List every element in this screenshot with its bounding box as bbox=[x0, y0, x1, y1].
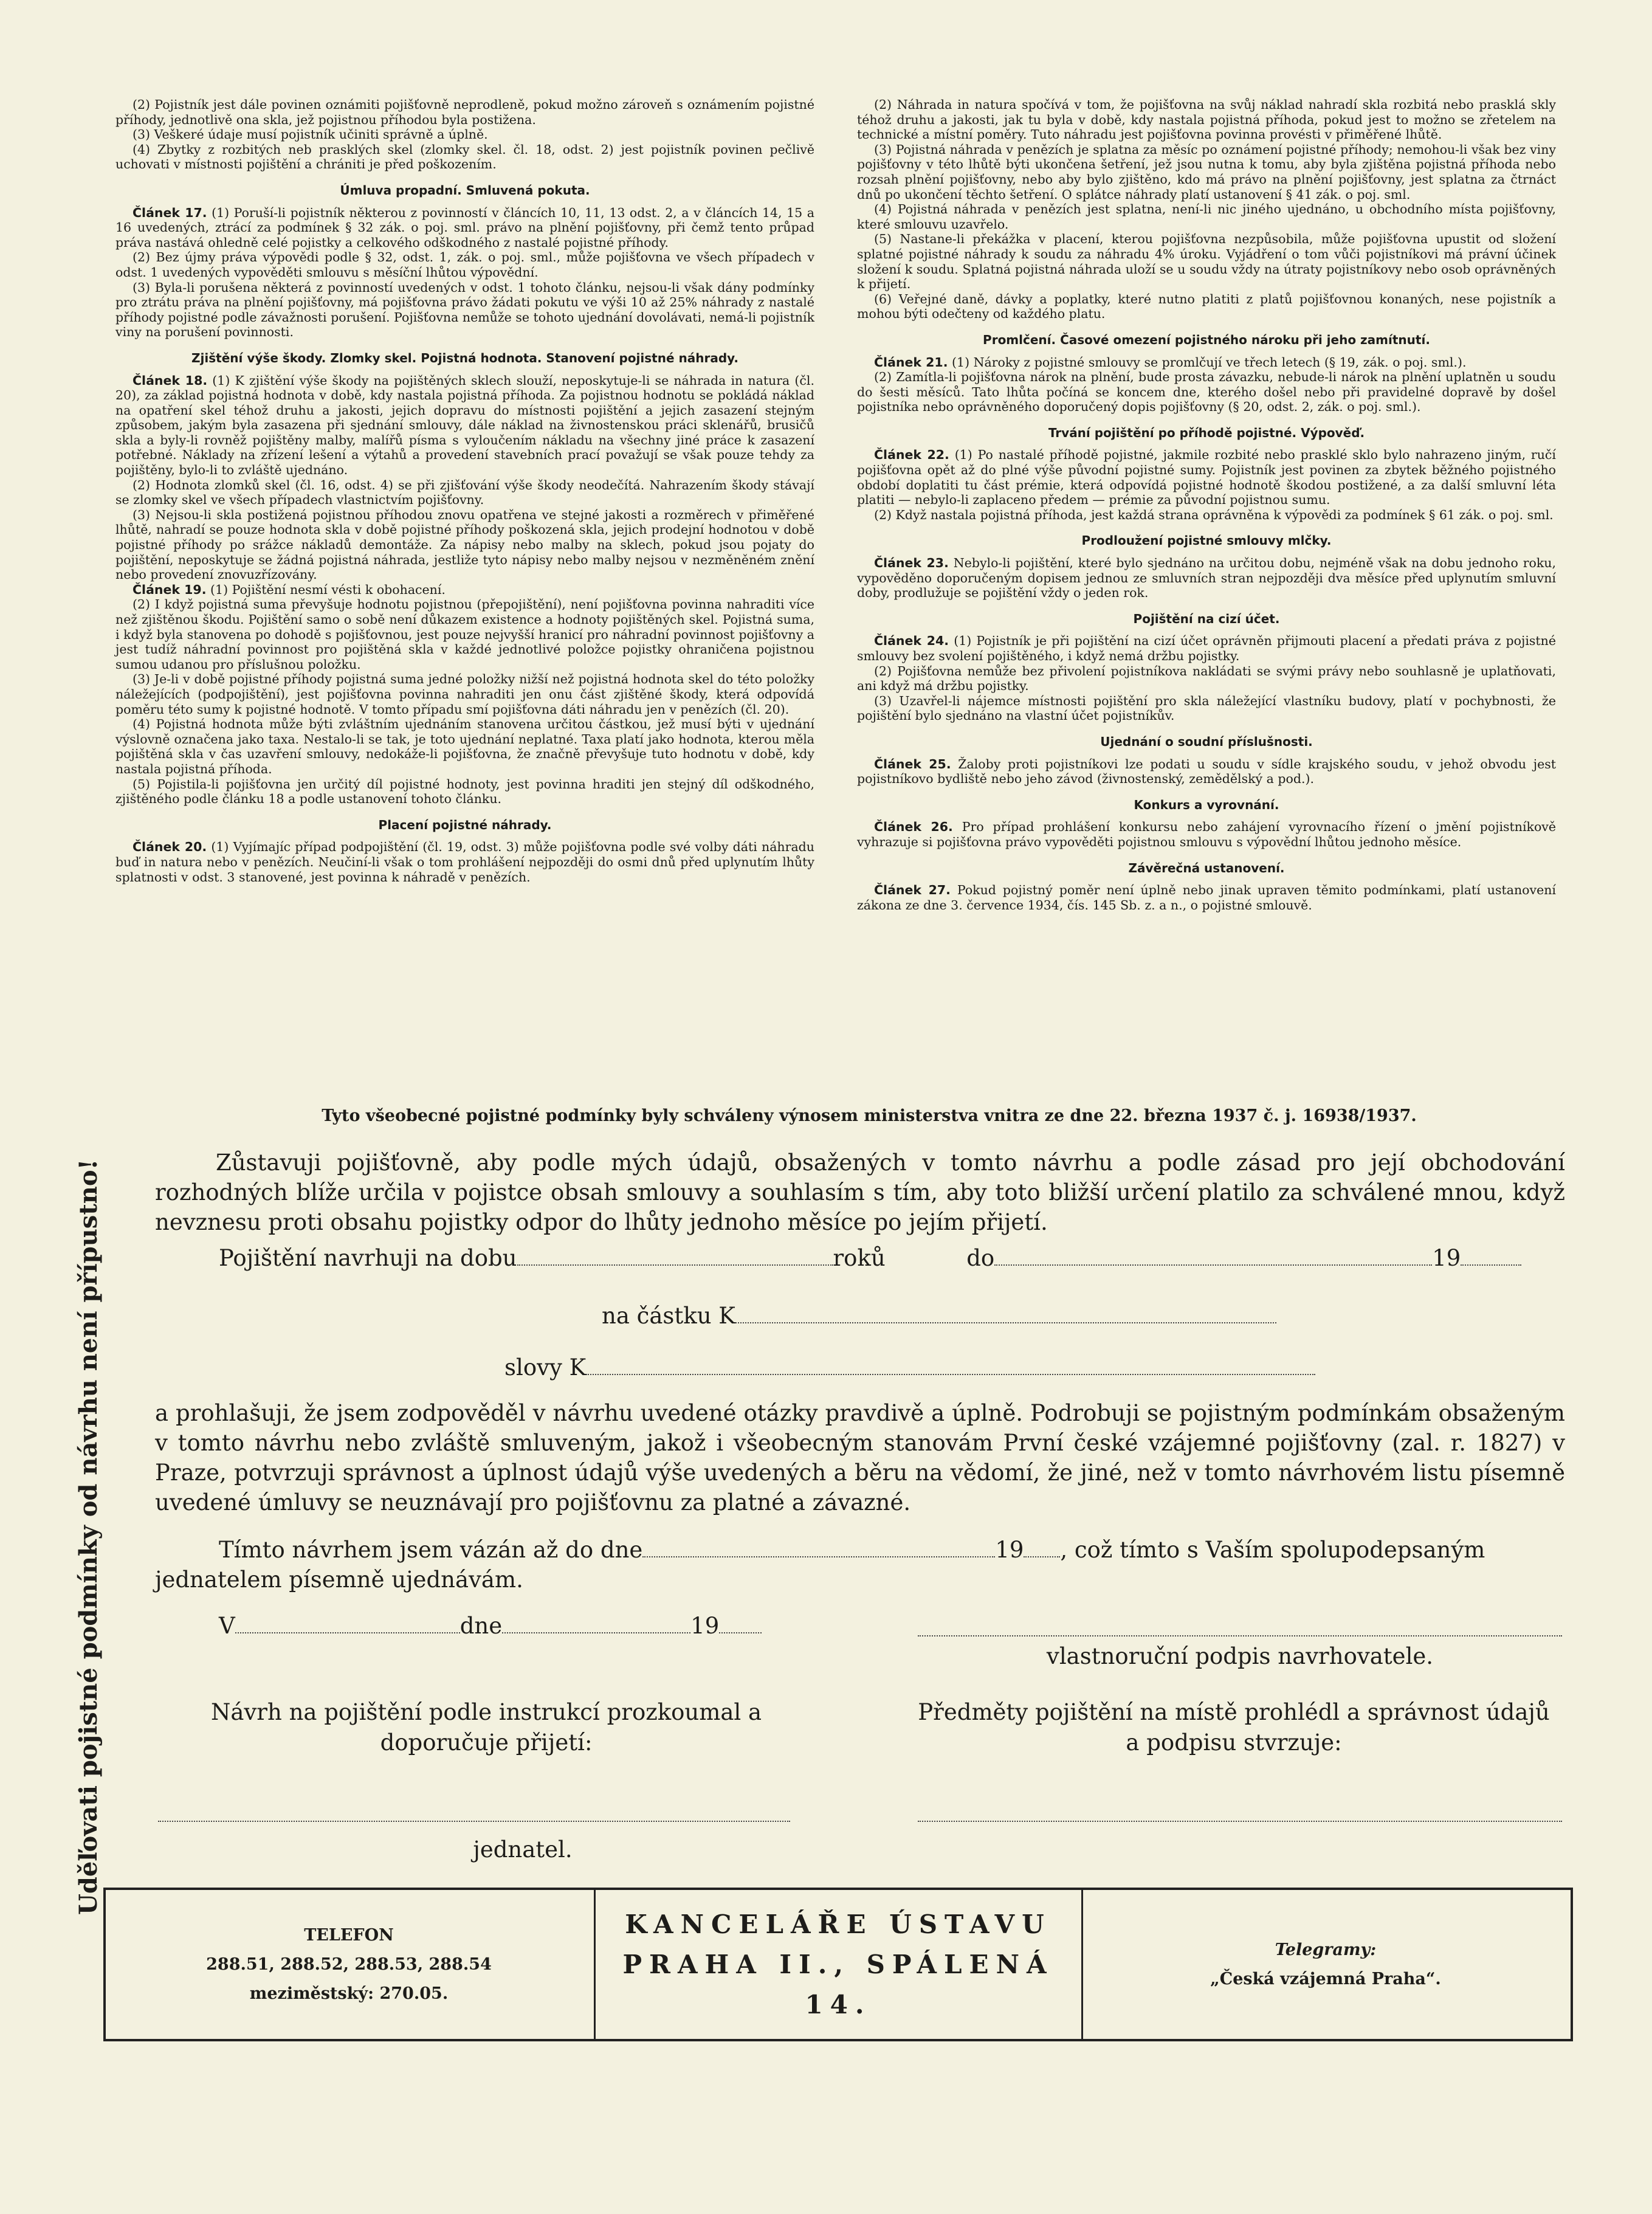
article-number: Článek 26. bbox=[874, 819, 953, 835]
article-number: Článek 21. bbox=[874, 354, 948, 370]
article-paragraph bbox=[115, 205, 814, 250]
article-paragraph bbox=[115, 582, 814, 598]
section-heading: Závěrečná ustanovení. bbox=[1128, 860, 1285, 875]
paragraph-text: (3) Pojistná náhrada v penězích je splatna za měsíc po oznámení pojistné příhody; nemohou-li však bez viny pojišťovny v této lhůtě býti ukončena šetření, jež jsou nutna k tomu, aby byla zjištěna pojistná příhoda nebo rozsah plnění pojišťovny, nebo aby bylo zjištěno, kdo má právo na plnění pojišťovny, jest splatna za čtrnáct dnů po ukončení těchto šetření. O splátce náhrady platí ustanovení § 41 zák. o poj. sml. bbox=[857, 142, 1556, 202]
paragraph bbox=[115, 250, 814, 280]
paragraph bbox=[857, 370, 1556, 415]
footer-phone bbox=[106, 1890, 592, 2039]
amount-label: na částku K bbox=[602, 1303, 735, 1329]
conditions-left-column bbox=[115, 97, 814, 885]
paragraph bbox=[115, 127, 814, 142]
section-heading: Konkurs a vyrovnání. bbox=[1134, 797, 1279, 812]
place-label: V bbox=[219, 1613, 235, 1639]
paragraph-text: (3) Byla-li porušena některá z povinností uvedených v odst. 1 tohoto článku, nejsou-li však dány podmínky pro ztrátu práva na plnění pojišťovny, má pojišťovna právo žádati pokutu ve výši 10 až 25% náhrady z nastalé příhody pojistné podle závažnosti porušení. Pojišťovna nemůže se tohoto ujednání dovolávati, nemá-li pojistník viny na porušení povinnosti. bbox=[115, 280, 814, 340]
paragraph-text: (5) Pojistila-li pojišťovna jen určitý díl pojistné hodnoty, jest povinna hraditi jen stejný díl odškodného, zjištěného podle článku 18 a podle ustanovení tohoto článku. bbox=[115, 776, 814, 807]
article-paragraph bbox=[115, 373, 814, 478]
paragraph-text: (2) I když pojistná suma převyšuje hodnotu pojistnou (přepojištění), není pojišťovna povinna nahraditi více než zjištěnou škodu. Pojištění samo o sobě není důkazem existence a hodnoty pojištěných skel. Pojistná suma, i když byla stanovena po dohodě s pojišťovnou, jest pouze nejvyšší hranicí pro náhradní povinnost pojišťovny a jest tudíž náhradní povinnost pro pojištěná skla v každé jednotlivé položce pojistky ohraničena pojistnou sumou udanou pro příslušnou položku. bbox=[115, 597, 814, 672]
paragraph bbox=[115, 142, 814, 172]
paragraph bbox=[857, 202, 1556, 232]
section-heading: Trvání pojištění po příhodě pojistné. Výpověď. bbox=[1048, 425, 1365, 440]
amount-line bbox=[602, 1301, 1652, 1331]
article-paragraph bbox=[857, 757, 1556, 787]
article-paragraph bbox=[115, 840, 814, 885]
paragraph-text: (4) Pojistná hodnota může býti zvláštním ujednáním stanovena určitou částkou, jež musí býti v ujednání výslovně označena jako taxa. Nestalo-li se tak, je toto ujednání neplatné. Taxa platí jako hodnota, kterou měla pojištěná skla v čas uzavření smlouvy, nedokáže-li pojišťovna, že značně převyšuje tuto hodnotu v době, kdy nastala pojistná příhoda. bbox=[115, 717, 814, 776]
paragraph bbox=[115, 672, 814, 717]
paragraph-text: (1) Vyjímajíc případ podpojištění (čl. 19, odst. 3) může pojišťovna podle své volby dáti náhradu buď in natura nebo v penězích. Neučiní-li však o tom prohlášení nejpozději do osmi dnů před uplynutím lhůty splatnosti v odst. 3 stanovené, jest povinna k náhradě v penězích. bbox=[115, 840, 814, 885]
paragraph-text: (2) Náhrada in natura spočívá v tom, že pojišťovna na svůj náklad nahradí skla rozbitá nebo prasklá skly téhož druhu a jakosti, jak tu byla v době, kdy nastala pojistná příhoda, pokud jest to možno se zřetelem na technické a místní poměry. Tuto náhradu jest pojišťovna povinna provésti v přiměřené lhůtě. bbox=[857, 97, 1556, 142]
paragraph-text: (1) Pojištění nesmí vésti k obohacení. bbox=[210, 582, 446, 597]
section-heading: Placení pojistné náhrady. bbox=[378, 817, 552, 832]
article-paragraph bbox=[857, 355, 1556, 370]
paragraph-text: (2) Pojistník jest dále povinen oznámiti pojišťovně neprodleně, pokud možno zároveň s oznámením pojistné příhody, jednotlivě ona skla, jež pojistnou příhodou byla postižena. bbox=[115, 97, 814, 127]
place-field[interactable] bbox=[235, 1614, 460, 1633]
paragraph-text: (1) Nároky z pojistné smlouvy se promlčují ve třech letech (§ 19, zák. o poj. sml.). bbox=[952, 354, 1467, 370]
section-heading: Ujednání o soudní příslušnosti. bbox=[1100, 734, 1313, 749]
until-label: do bbox=[966, 1245, 995, 1271]
phone-intercity: meziměstský: 270.05. bbox=[249, 1984, 449, 2003]
section-heading: Zjištění výše škody. Zlomky skel. Pojistná hodnota. Stanovení pojistné náhrady. bbox=[191, 350, 738, 365]
bound-suffix: , což tímto s Vaším spolupodepsaným bbox=[1060, 1537, 1485, 1563]
conditions-right-column bbox=[857, 97, 1556, 912]
paragraph-text: Nebylo-li pojištění, které bylo sjednáno na určitou dobu, nejméně však na dobu jednoho roku, vypověděno doporučeným dopisem jednou ze smluvních stran nejpozději dva měsíce před uplynutím smluvní doby, prodlužuje se pojištění vždy o jeden rok. bbox=[857, 556, 1556, 601]
office-line1: KANCELÁŘE ÚSTAVU bbox=[625, 1909, 1051, 1939]
article-paragraph bbox=[857, 819, 1556, 849]
words-label: slovy K bbox=[504, 1354, 587, 1381]
proposal-line bbox=[219, 1243, 1629, 1273]
paragraph bbox=[115, 97, 814, 127]
amount-words-field[interactable] bbox=[586, 1356, 1315, 1375]
inspector-signature-field[interactable] bbox=[918, 1802, 1562, 1822]
paragraph-text: (5) Nastane-li překážka v placení, kterou pojišťovna nezpůsobila, může pojišťovna upustit od složení splatné pojistné náhrady k soudu za náhradu 4% úroku. Vyjádření o tom vůči pojistníkovi má právní účinek složení k soudu. Splatná pojistná náhrada uloží se u soudu vždy na útraty pojistníkovy nebo osob oprávněných k přijetí. bbox=[857, 232, 1556, 292]
office-line2: PRAHA II., SPÁLENÁ 14. bbox=[622, 1949, 1054, 2019]
paragraph-text: (2) Zamítla-li pojišťovna nárok na plnění, bude prosta závazku, nebude-li nárok na plnění uplatněn u soudu do šesti měsíců. Tato lhůta počíná se koncem dne, kterého došel nebo při pravidelné dopravě by došel pojistníka nebo oprávněného doporučený dopis pojišťovny (§ 20, odst. 2, zák. o poj. sml.). bbox=[857, 370, 1556, 415]
footer-telegram bbox=[1083, 1890, 1568, 2039]
paragraph-text: (2) Bez újmy práva výpovědi podle § 32, odst. 1, zák. o poj. sml., může pojišťovna ve všech případech v odst. 1 uvedených vypověděti smlouvu s měsíční lhůtou výpovědní. bbox=[115, 250, 814, 280]
duration-field[interactable] bbox=[517, 1246, 833, 1266]
paragraph-text: (1) Pojistník je při pojištění na cizí účet oprávněn přijmouti placení a předati práva z pojistné smlouvy bez svolení pojištěného, i když nemá držbu pojistky. bbox=[857, 633, 1556, 663]
article-number: Článek 24. bbox=[874, 633, 949, 649]
paragraph bbox=[857, 694, 1556, 723]
paragraph bbox=[857, 508, 1556, 523]
paragraph bbox=[115, 717, 814, 776]
article-paragraph bbox=[857, 447, 1556, 507]
bound-date-field[interactable] bbox=[642, 1538, 995, 1557]
amount-field[interactable] bbox=[735, 1304, 1276, 1323]
date-century: 19 bbox=[690, 1613, 720, 1639]
until-century: 19 bbox=[1432, 1245, 1461, 1271]
place-date-line bbox=[219, 1611, 827, 1641]
footer-office bbox=[596, 1890, 1081, 2039]
form-intro bbox=[155, 1148, 1565, 1237]
bound-line2: jednatelem písemně ujednávám. bbox=[155, 1567, 523, 1593]
paragraph-text: (2) Když nastala pojistná příhoda, jest každá strana oprávněna k výpovědi za podmínek § 61 zák. o poj. sml. bbox=[874, 507, 1554, 522]
telegram-address: „Česká vzájemná Praha“. bbox=[1210, 1969, 1441, 1988]
bound-year-field[interactable] bbox=[1024, 1538, 1060, 1557]
paragraph bbox=[857, 664, 1556, 694]
date-year-field[interactable] bbox=[719, 1614, 762, 1633]
bound-label: Tímto návrhem jsem vázán až do dne bbox=[219, 1537, 643, 1563]
bound-century: 19 bbox=[995, 1537, 1024, 1563]
side-warning: Uděľovati pojistné podmínky od návrhu není přípustno! bbox=[74, 1159, 103, 1915]
paragraph bbox=[115, 777, 814, 807]
applicant-signature-field[interactable] bbox=[918, 1617, 1562, 1636]
paragraph-text: Pokud pojistný poměr není úplně nebo jinak upraven těmito podmínkami, platí ustanovení zákona ze dne 3. července 1934, čís. 145 Sb. z. a n., o pojistné smlouvě. bbox=[857, 883, 1556, 912]
agent-label: jednatel. bbox=[473, 1836, 573, 1863]
proposal-label: Pojištění navrhuji na dobu bbox=[219, 1245, 517, 1271]
paragraph bbox=[115, 597, 814, 672]
signature-label: vlastnoruční podpis navrhovatele. bbox=[1046, 1643, 1434, 1669]
paragraph bbox=[857, 97, 1556, 142]
article-number: Článek 22. bbox=[874, 447, 949, 463]
paragraph bbox=[115, 280, 814, 340]
paragraph-text: (2) Hodnota zlomků skel (čl. 16, odst. 4) se při zjišťování výše škody neodečítá. Nahrazením škody stávají se zlomky skel ve všech případech vlastnictvím pojišťovny. bbox=[115, 477, 814, 508]
telegram-title: Telegramy: bbox=[1275, 1940, 1377, 1959]
phone-title: TELEFON bbox=[304, 1925, 394, 1945]
paragraph bbox=[857, 232, 1556, 291]
article-number: Článek 19. bbox=[133, 582, 207, 597]
article-number: Článek 18. bbox=[133, 373, 208, 388]
section-heading: Úmluva propadní. Smluvená pokuta. bbox=[340, 182, 590, 198]
date-field[interactable] bbox=[502, 1614, 690, 1633]
inspector-confirmation: Předměty pojištění na místě prohlédl a správnost údajů a podpisu stvrzuje: bbox=[918, 1699, 1550, 1756]
article-paragraph bbox=[857, 556, 1556, 601]
article-number: Článek 27. bbox=[874, 883, 951, 898]
footer-box bbox=[103, 1888, 1573, 2041]
paragraph-text: (4) Zbytky z rozbitých neb prasklých skel (zlomky skel. čl. 18, odst. 2) jest pojistník povinen pečlivě uchovati v místnosti pojištění a chrániti je před poškozením. bbox=[115, 142, 814, 172]
words-line bbox=[504, 1353, 1652, 1382]
paragraph-text: (1) K zjištění výše škody na pojištěných sklech slouží, neposkytuje-li se náhrada in natura (čl. 20), za základ pojistná hodnota v době, kdy nastala pojistná příhoda. Za pojistnou hodnotu se pokládá náklad na opatření skel téhož druhu a jakosti, jejich dopravu do místnosti pojištění a jejich zasazení stejným způsobem, jakým byla zasazena při sjednání smlouvy, dále náklad na živnostenskou práci sklenářů, brusičů skla a byly-li rovněž pojištěny malby, malířů písma s vyloučením nákladu na všechny jiné práce k zasazení potřebné. Náklady na zřízení lešení a výtahů a provedení stavebních prací považují se však pouze tehdy za pojištěny, bylo-li to zvláště ujednáno. bbox=[115, 373, 814, 478]
paragraph-text: (2) Pojišťovna nemůže bez přivolení pojistníkova nakládati se svými právy nebo souhlasně je uplatňovati, ani když má držbu pojistky. bbox=[857, 663, 1556, 694]
approval-note: Tyto všeobecné pojistné podmínky byly schváleny výnosem ministerstva vnitra ze dne 22. března 1937 č. j. 16938/1937. bbox=[322, 1106, 1417, 1125]
paragraph-text: (6) Veřejné daně, dávky a poplatky, které nutno platiti z platů pojišťovnou konaných, nese pojistník a mohou býti odečteny od každého platu. bbox=[857, 291, 1556, 322]
article-paragraph bbox=[857, 633, 1556, 663]
paragraph-text: (3) Veškeré údaje musí pojistník učiniti správně a úplně. bbox=[133, 127, 488, 142]
years-label: roků bbox=[833, 1245, 886, 1271]
paragraph-text: (1) Poruší-li pojistník některou z povinností v článcích 10, 11, 13 odst. 2, a v článcích 14, 15 a 16 uvedených, ztrácí za podmínek § 32 zák. o poj. sml. právo na plnění pojišťovny, při čemž tento průpad práva nastává ohledně celé pojistky a celkového odškodného z nastalé pojistné příhody. bbox=[115, 205, 814, 250]
agent-signature-field[interactable] bbox=[158, 1802, 790, 1822]
article-paragraph bbox=[857, 883, 1556, 912]
section-heading: Pojištění na cizí účet. bbox=[1133, 611, 1280, 626]
bound-line bbox=[155, 1535, 1565, 1595]
paragraph bbox=[115, 508, 814, 582]
article-number: Článek 17. bbox=[133, 205, 207, 220]
paragraph-text: (4) Pojistná náhrada v penězích jest splatna, není-li nic jiného ujednáno, u obchodního místa pojišťovny, které smlouvu uzavřelo. bbox=[857, 202, 1556, 232]
paragraph-text: Pro případ prohlášení konkursu nebo zahájení vyrovnacího řízení o jmění pojistníkově vyhrazuje si pojišťovna právo vypověděti pojistnou smlouvu s výpovědní lhůtou jednoho měsíce. bbox=[857, 819, 1556, 849]
phone-numbers: 288.51, 288.52, 288.53, 288.54 bbox=[206, 1954, 492, 1974]
article-number: Článek 23. bbox=[874, 556, 949, 571]
declaration-text: a prohlašuji, že jsem zodpověděl v návrhu uvedené otázky pravdivě a úplně. Podrobuji se pojistným podmínkám obsaženým v tomto návrhu nebo zvláště smluveným, jakož i všeobecným stanovám První české vzájemné pojišťovny (zal. r. 1827) v Praze, potvrzuji správnost a úplnost údajů výše uvedených a běru na vědomí, že jiné, než v tomto návrhovém listu písemně uvedené úmluvy se neuznávají pro pojišťovnu za platné a závazné. bbox=[155, 1400, 1565, 1516]
until-year-field[interactable] bbox=[1461, 1246, 1521, 1266]
paragraph-text: (3) Nejsou-li skla postižená pojistnou příhodou znovu opatřena ve stejné jakosti a rozměrech v přiměřené lhůtě, nahradí se pouze hodnota skla v době pojistné příhody poškozená skla, jejich prodejní hodnotou v době pojistné příhody po srážce nákladů demontáže. Za nápisy nebo malby na sklech, pokud jsou pojaty do pojištění, neposkytuje se žádná pojistná náhrada, jestliže tyto nápisy nebo malby nejsou v nezměněném znění nebo provedení znovuzřízovány. bbox=[115, 507, 814, 582]
article-number: Článek 20. bbox=[133, 840, 207, 855]
paragraph-text: (1) Po nastalé příhodě pojistné, jakmile rozbité nebo prasklé sklo bylo nahrazeno jiným, ručí pojišťovna opět až do plné výše původní pojistné sumy. Pojistník jest povinen za zbytek běžného pojistného období doplatiti tu část prémie, která odpovídá pojistné hodnotě škodou postižené, a za další smluvní léta platiti — nebylo-li zaplaceno předem — prémie za původní pojistnou sumu. bbox=[857, 447, 1556, 508]
paragraph-text: (3) Je-li v době pojistné příhody pojistná suma jedné položky nižší než pojistná hodnota skel do této položky náležejících (podpojištění), jest pojišťovna povinna nahraditi jen onu část zjištěné škody, která odpovídá poměru této sumy k pojistné hodnotě. V tomto případu smí pojišťovna dáti náhradu jen v penězích (čl. 20). bbox=[115, 672, 814, 717]
agent-recommendation: Návrh na pojištění podle instrukcí prozkoumal a doporučuje přijetí: bbox=[210, 1699, 762, 1756]
intro-text: Zůstavuji pojišťovně, aby podle mých údajů, obsažených v tomto návrhu a podle zásad pro její obchodování rozhodných blíže určila v pojistce obsah smlouvy a souhlasím s tím, aby toto bližší určení platilo za schválené mnou, když nevznesu proti obsahu pojistky odpor do lhůty jednoho měsíce po jejím přijetí. bbox=[155, 1150, 1565, 1235]
section-heading: Prodloužení pojistné smlouvy mlčky. bbox=[1081, 533, 1332, 548]
date-label: dne bbox=[459, 1613, 503, 1639]
paragraph-text: Žaloby proti pojistníkovi lze podati u soudu v sídle krajského soudu, v jehož obvodu jest pojistníkovo bydliště nebo jeho závod (živnostenský, zemědělský a pod.). bbox=[857, 756, 1556, 787]
declaration bbox=[155, 1398, 1565, 1517]
paragraph bbox=[857, 292, 1556, 322]
article-number: Článek 25. bbox=[874, 756, 951, 771]
paragraph-text: (3) Uzavřel-li nájemce místnosti pojištění pro skla náležející vlastníku budovy, platí v pochybnosti, že pojištění bylo sjednáno na vlastní účet pojistníkův. bbox=[857, 693, 1556, 723]
section-heading: Promlčení. Časové omezení pojistného nároku při jeho zamítnutí. bbox=[983, 332, 1430, 347]
paragraph bbox=[857, 142, 1556, 202]
until-date-field[interactable] bbox=[994, 1246, 1432, 1266]
paragraph bbox=[115, 478, 814, 508]
